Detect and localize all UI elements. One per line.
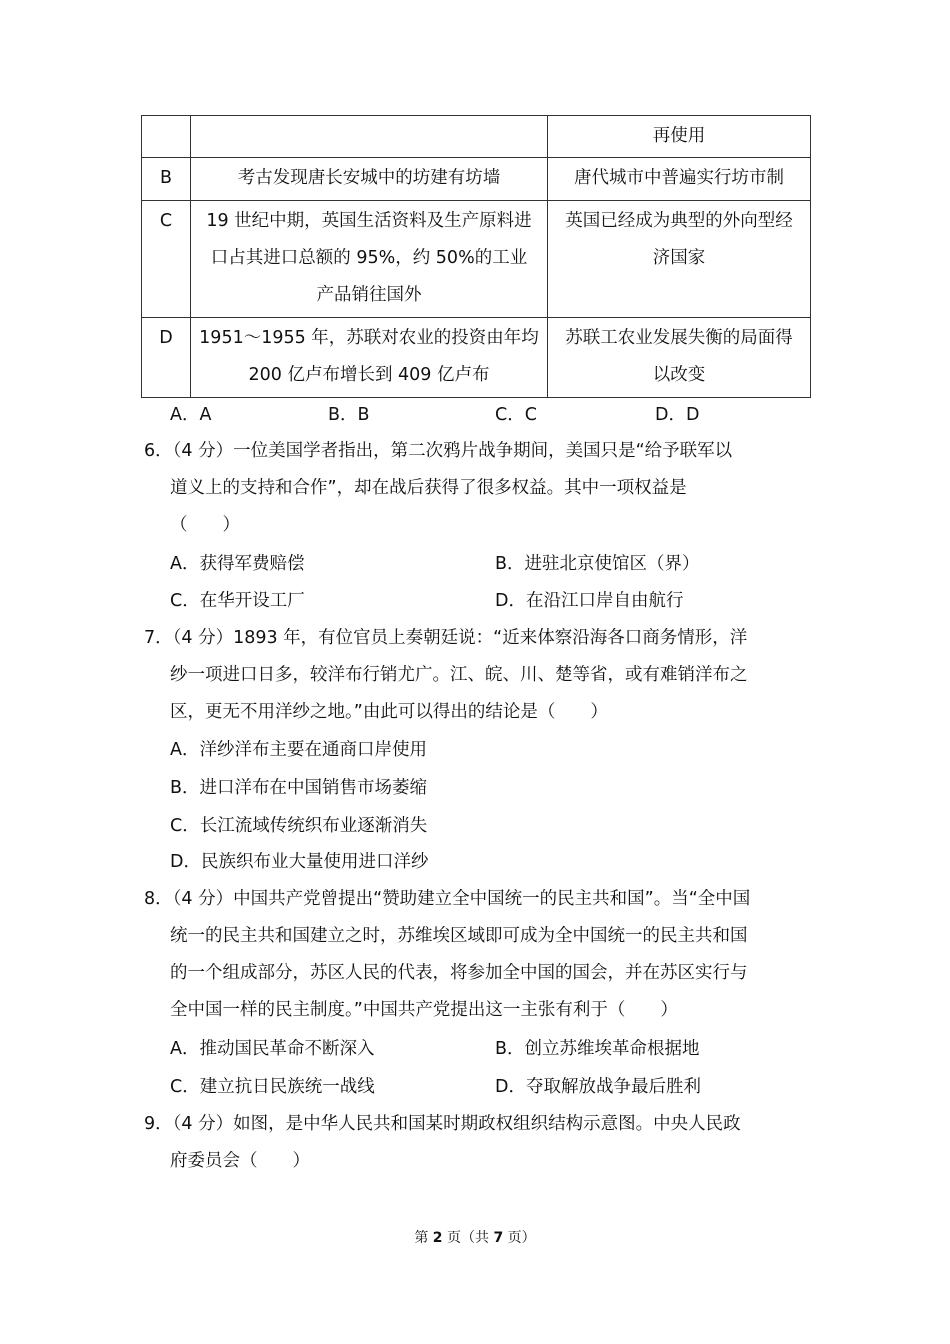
question-7 xyxy=(144,620,812,731)
table-cell-label: B xyxy=(142,158,191,201)
question-8 xyxy=(144,881,812,1029)
table-cell-conclusion: 再使用 xyxy=(548,116,811,158)
table-row xyxy=(142,158,811,201)
cell-line: 19 世纪中期，英国生活资料及生产原料进 xyxy=(206,211,532,231)
table-cell-label xyxy=(142,116,191,158)
question-stem-line: 7．（4 分）1893 年，有位官员上奏朝廷说：“近来体察沿海各口商务情形，洋 xyxy=(144,628,748,648)
question-stem-line: 道义上的支持和合作”，却在战后获得了很多权益。其中一项权益是 xyxy=(170,478,687,498)
page-footer xyxy=(0,1227,950,1247)
option-a[interactable]: A．推动国民革命不断深入 xyxy=(170,1039,375,1059)
question-stem-line: 纱一项进口日多，较洋布行销尤广。江、皖、川、楚等省，或有难销洋布之 xyxy=(170,665,748,685)
option-d[interactable]: D．夺取解放战争最后胜利 xyxy=(495,1077,701,1097)
question-stem-line: （ ） xyxy=(170,515,240,535)
cell-line: 以改变 xyxy=(652,365,706,385)
q5-options xyxy=(170,403,810,427)
table-cell-conclusion xyxy=(548,318,811,398)
option-d[interactable]: D．D xyxy=(655,405,700,425)
option-b[interactable]: B．进口洋布在中国销售市场萎缩 xyxy=(170,778,428,798)
table-cell-conclusion: 唐代城市中普遍实行坊市制 xyxy=(548,158,811,201)
cell-line: 产品销往国外 xyxy=(316,285,422,305)
option-b[interactable]: B．进驻北京使馆区（界） xyxy=(495,554,700,574)
cell-line: 济国家 xyxy=(652,248,706,268)
question-stem-line: 全中国一样的民主制度。”中国共产党提出这一主张有利于（ ） xyxy=(170,1000,678,1020)
table-cell-evidence xyxy=(191,318,548,398)
footer-suffix: 页） xyxy=(507,1230,536,1246)
table-row xyxy=(142,318,811,398)
table-cell-conclusion xyxy=(548,201,811,318)
footer-prefix: 第 xyxy=(414,1230,429,1246)
question-stem-line: 9．（4 分）如图，是中华人民共和国某时期政权组织结构示意图。中央人民政 xyxy=(144,1114,741,1134)
table-cell-evidence xyxy=(191,201,548,318)
cell-line: 200 亿卢布增长到 409 亿卢布 xyxy=(248,365,490,385)
table-row xyxy=(142,201,811,318)
question-stem-line: 府委员会（ ） xyxy=(170,1151,310,1171)
question-6 xyxy=(144,433,812,544)
question-stem-line: 统一的民主共和国建立之时，苏维埃区域即可成为全中国统一的民主共和国 xyxy=(170,926,748,946)
option-d[interactable]: D．在沿江口岸自由航行 xyxy=(495,591,684,611)
question-stem-line: 6．（4 分）一位美国学者指出，第二次鸦片战争期间，美国只是“给予联军以 xyxy=(144,441,733,461)
total-page-number: 7 xyxy=(493,1230,504,1246)
footer-middle: 页（共 xyxy=(447,1230,489,1246)
cell-line: 口占其进口总额的 95%，约 50%的工业 xyxy=(210,248,528,268)
table-cell-label: D xyxy=(142,318,191,398)
table-cell-evidence: 考古发现唐长安城中的坊建有坊墙 xyxy=(191,158,548,201)
option-a[interactable]: A．洋纱洋布主要在通商口岸使用 xyxy=(170,740,427,760)
cell-line: 英国已经成为典型的外向型经 xyxy=(565,211,793,231)
option-d[interactable]: D．民族织布业大量使用进口洋纱 xyxy=(170,852,429,872)
option-a[interactable]: A．A xyxy=(170,405,212,425)
option-c[interactable]: C．C xyxy=(495,405,537,425)
table-row xyxy=(142,116,811,158)
question-stem-line: 的一个组成部分，苏区人民的代表，将参加全中国的国会，并在苏区实行与 xyxy=(170,963,748,983)
table-cell-evidence xyxy=(191,116,548,158)
cell-line: 1951～1955 年，苏联对农业的投资由年均 xyxy=(199,328,539,348)
option-c[interactable]: C．建立抗日民族统一战线 xyxy=(170,1077,375,1097)
question-table xyxy=(141,115,811,398)
option-c[interactable]: C．在华开设工厂 xyxy=(170,591,305,611)
current-page-number: 2 xyxy=(432,1230,443,1246)
cell-line: 苏联工农业发展失衡的局面得 xyxy=(565,328,793,348)
option-c[interactable]: C．长江流域传统织布业逐渐消失 xyxy=(170,816,428,836)
question-9 xyxy=(144,1106,812,1180)
question-stem-line: 区，更无不用洋纱之地。”由此可以得出的结论是（ ） xyxy=(170,702,608,722)
option-b[interactable]: B．创立苏维埃革命根据地 xyxy=(495,1039,700,1059)
option-a[interactable]: A．获得军费赔偿 xyxy=(170,554,305,574)
option-b[interactable]: B．B xyxy=(328,405,370,425)
question-stem-line: 8．（4 分）中国共产党曾提出“赞助建立全中国统一的民主共和国”。当“全中国 xyxy=(144,889,751,909)
table-cell-label: C xyxy=(142,201,191,318)
